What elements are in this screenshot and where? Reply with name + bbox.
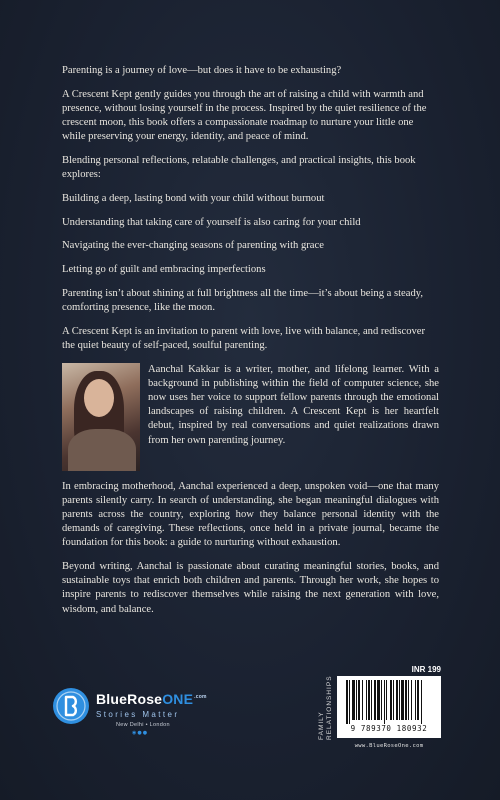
book-category [318, 675, 334, 740]
author-photo [62, 363, 140, 471]
instagram-icon: ◉ [132, 730, 138, 736]
invitation: A Crescent Kept is an invitation to parent with love, live with balance, and rediscover the quiet beauty of self-paced, soulful parenting. [62, 325, 426, 351]
twitter-icon: ● [142, 730, 149, 736]
topic-item: Navigating the ever-changing seasons of parenting with grace [62, 240, 324, 252]
bluerose-logo-icon [52, 687, 90, 725]
publisher-logo [52, 683, 232, 743]
intro-question: Parenting is a journey of love—but does it have to be exhausting? [62, 65, 342, 76]
topic-item: Letting go of guilt and embracing imperfections [62, 264, 266, 276]
explores-lead: Blending personal reflections, relatable challenges, and practical insights, this book explores: [62, 155, 416, 181]
author-section [62, 363, 439, 471]
topic-item: Understanding that taking care of yourself is also caring for your child [62, 216, 361, 228]
barcode-icon [344, 680, 434, 724]
facebook-icon: ● [137, 730, 143, 736]
category-line2: RELATIONSHIPS [326, 675, 333, 740]
publisher-website: www.BlueRoseOne.com [354, 743, 424, 749]
author-bio: Aanchal Kakkar is a writer, mother, and lifelong learner. With a background in publishing within the field of computer science, she now uses her voice to support fellow parents through the emotional landscapes of raising children. A Crescent Kept is her heartfelt debut, inspired by real conversations and quiet realizations drawn from her own parenting journey. [148, 363, 439, 446]
beyond-writing-paragraph: Beyond writing, Aanchal is passionate about curating meaningful stories, books, and sustainable toys that enrich both children and parents. Through her work, she hopes to inspire parents to rediscover themselves while raising the next generation with love, wisdom, and balance. [62, 561, 439, 615]
isbn-barcode [337, 676, 441, 738]
social-icons [132, 730, 148, 736]
publisher-name: BlueRoseONE$^{.com}$ [96, 691, 207, 707]
category-line1: FAMILY [318, 711, 325, 740]
isbn-number: 9 789370 180932 [350, 724, 428, 733]
blurb [62, 64, 439, 626]
moon-line: Parenting isn’t about shining at full brightness all the time—it’s about being a steady, comforting presence, like the moon. [62, 287, 424, 313]
topic-item: Building a deep, lasting bond with your child without burnout [62, 192, 325, 204]
intro-description: A Crescent Kept gently guides you through the art of raising a child with warmth and presence, without losing yourself in the process. Inspired by the quiet resilience of the crescent moon, this book offers a compassionate roadmap to nurture your little one while preserving your energy, identity, and peace of mind. [62, 88, 427, 143]
publisher-tagline: Stories Matter [96, 710, 180, 719]
price-label: INR 199 [411, 665, 441, 674]
publisher-locations: New Delhi • London [116, 722, 170, 728]
motherhood-paragraph: In embracing motherhood, Aanchal experienced a deep, unspoken void—one that many parents silently carry. In search of understanding, she began meaningful dialogues with parents across the country, exploring how they balance personal identity with the demands of caregiving. These reflections, once held in a private journal, became the foundation for this book: a guide to nurturing without exhaustion. [62, 480, 439, 549]
